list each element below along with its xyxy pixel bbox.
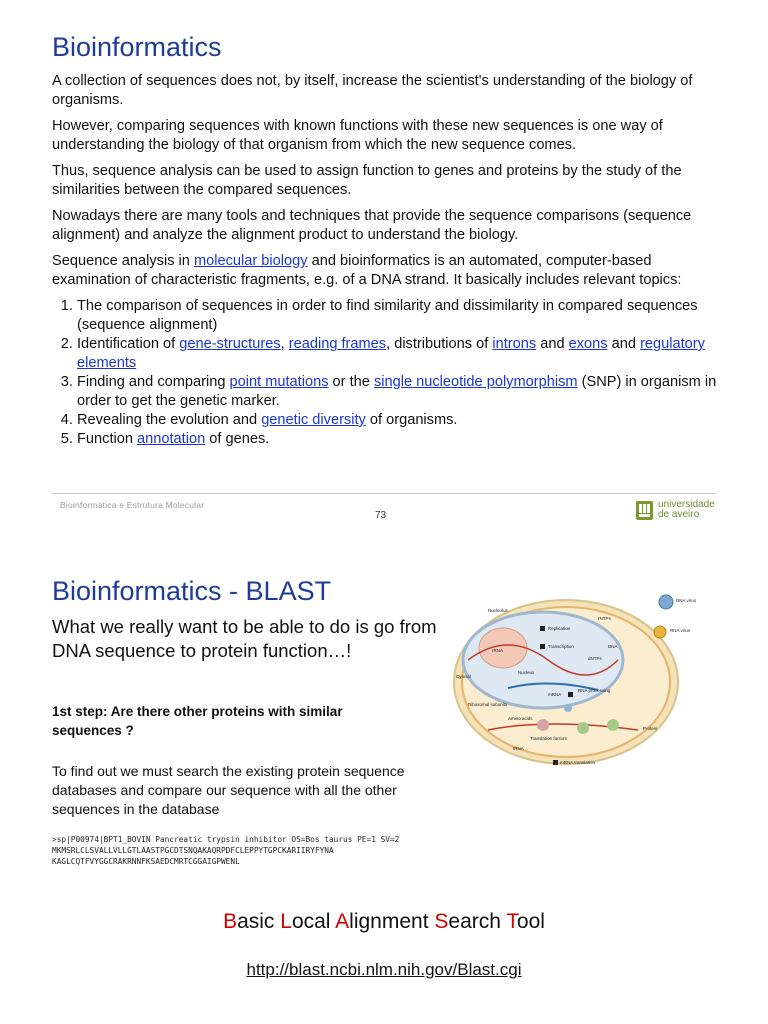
figure-label: DNA virus [676, 598, 697, 603]
slide-blast [0, 540, 768, 1024]
blast-word-rest: lignment [349, 910, 435, 933]
blast-url-link[interactable]: http://blast.ncbi.nlm.nih.gov/Blast.cgi [246, 960, 522, 979]
blast-letter-t: T [506, 910, 517, 933]
blast-letter-l: L [280, 910, 292, 933]
slide1-body [52, 72, 717, 449]
figure-label: rRNA [492, 648, 503, 653]
blast-letter-s: S [434, 910, 449, 933]
university-emblem-icon [636, 501, 653, 520]
university-name-line1: universidade [658, 499, 715, 510]
figure-label: RNA processing [578, 688, 611, 693]
figure-label: Cytosol [456, 674, 472, 679]
blast-word-rest: asic [237, 910, 281, 933]
figure-label: Amino acids [508, 716, 533, 721]
list-item-2-text: and [536, 336, 569, 352]
list-item-2-sep: , [280, 336, 289, 352]
blast-word-rest: ool [516, 910, 545, 933]
blast-word-rest: ocal [291, 910, 336, 933]
blast-word-rest: earch [448, 910, 507, 933]
list-item [77, 373, 717, 411]
link-annotation[interactable]: annotation [137, 431, 206, 447]
blast-url-container [0, 960, 768, 980]
list-item-3-text: (SNP) in organism in order to get the genetic marker. [77, 374, 717, 409]
topics-list [52, 297, 717, 449]
link-gene-structures[interactable]: gene-structures [179, 336, 281, 352]
link-exons[interactable]: exons [568, 336, 608, 352]
link-snp[interactable]: single nucleotide polymorphism [373, 374, 578, 390]
figure-label: Transcription [548, 644, 574, 649]
figure-label: Nucleus [518, 670, 535, 675]
list-item-2-text: and [607, 336, 641, 352]
list-item [77, 335, 717, 373]
blast-acronym-title [0, 910, 768, 934]
list-item-4-text: Revealing the evolution and [77, 412, 262, 428]
paragraph-5-post: and bioinformatics is an automated, computer-based examination of characteristic fragments, e.g. of a DNA strand. It basically includes relevant topics: [52, 253, 682, 288]
list-item-4-text: of organisms. [365, 412, 458, 428]
figure-label: dNTPs [588, 656, 602, 661]
footer-divider [52, 493, 715, 494]
figure-label: mRNA [548, 692, 562, 697]
list-item-5-text: of genes. [205, 431, 270, 447]
list-item-3-text: Finding and comparing [77, 374, 230, 390]
blast-letter-a: A [335, 910, 350, 933]
link-regulatory-elements[interactable]: regulatory elements [77, 336, 705, 371]
list-item-2-text: Identification of [77, 336, 180, 352]
paragraph-5 [52, 252, 717, 290]
link-genetic-diversity[interactable]: genetic diversity [261, 412, 366, 428]
link-reading-frames[interactable]: reading frames [288, 336, 387, 352]
figure-label: tRNA [513, 746, 524, 751]
list-item [77, 411, 717, 430]
list-item-5-text: Function [77, 431, 138, 447]
slide2-title: Bioinformatics - BLAST [52, 576, 332, 606]
paragraph-5-pre: Sequence analysis in [52, 253, 194, 269]
list-item-3-text: or the [328, 374, 374, 390]
lead-statement: What we really want to be able to do is go from DNA sequence to protein function…! [52, 616, 437, 661]
figure-label: Ribosomal subunits [468, 702, 508, 707]
link-molecular-biology[interactable]: molecular biology [193, 253, 308, 269]
figure-label: rNTPs [598, 616, 611, 621]
list-item-2-text: , distributions of [386, 336, 493, 352]
footer-course-name: Bioinformática e Estrutura Molecular [60, 500, 205, 510]
link-point-mutations[interactable]: point mutations [229, 374, 329, 390]
page-number: 73 [375, 510, 387, 521]
link-introns[interactable]: introns [492, 336, 537, 352]
cell-diagram-figure [448, 590, 718, 770]
figure-label: DNA [608, 644, 618, 649]
figure-label: Nucleolus [488, 608, 508, 613]
figure-label: RNA virus [670, 628, 691, 633]
university-name [658, 500, 715, 520]
figure-label: Replication [548, 626, 571, 631]
paragraph-4: Nowadays there are many tools and techniques that provide the sequence comparisons (sequence alignment) and analyze the alignment product to understand the biology. [52, 208, 692, 243]
paragraph-1: A collection of sequences does not, by itself, increase the scientist's understanding of the biology of organisms. [52, 73, 693, 108]
fasta-sequence [52, 834, 399, 867]
figure-label: Protein [643, 726, 658, 731]
figure-label: Translation factors [530, 736, 567, 741]
university-logo [636, 500, 715, 520]
paragraph-3: Thus, sequence analysis can be used to assign function to genes and proteins by the study of the similarities between the compared sequences. [52, 163, 682, 198]
list-item [77, 430, 717, 449]
fasta-header: >sp|P00974|BPT1_BOVIN Pancreatic trypsin inhibitor OS=Bos taurus PE=1 SV=2 [52, 835, 400, 844]
figure-label: mRNA translation [560, 760, 596, 765]
fasta-line-1: MKMSRLCLSVALLVLLGTLAASTPGCDTSNQAKAQRPDFCLEPPYTGPCKARIIRYFYNA [52, 846, 334, 855]
university-name-line2: de aveiro [658, 509, 700, 520]
first-step-question: 1st step: Are there other proteins with similar sequences ? [52, 704, 343, 738]
blast-letter-b: B [223, 910, 238, 933]
list-item [77, 297, 717, 335]
paragraph-2: However, comparing sequences with known functions with these new sequences is one way of understanding the biology of that organism from which the new sequence comes. [52, 118, 663, 153]
list-item-1-text: The comparison of sequences in order to find similarity and dissimilarity in compared sequences (sequence alignment) [77, 298, 698, 333]
slide1-title: Bioinformatics [52, 32, 222, 62]
fasta-line-2: KAGLCQTFVYGGCRAKRNNFKSAEDCMRTCGGAIGPWENL [52, 857, 240, 866]
search-explanation: To find out we must search the existing protein sequence databases and compare our sequence with all the other sequences in the database [52, 763, 405, 817]
